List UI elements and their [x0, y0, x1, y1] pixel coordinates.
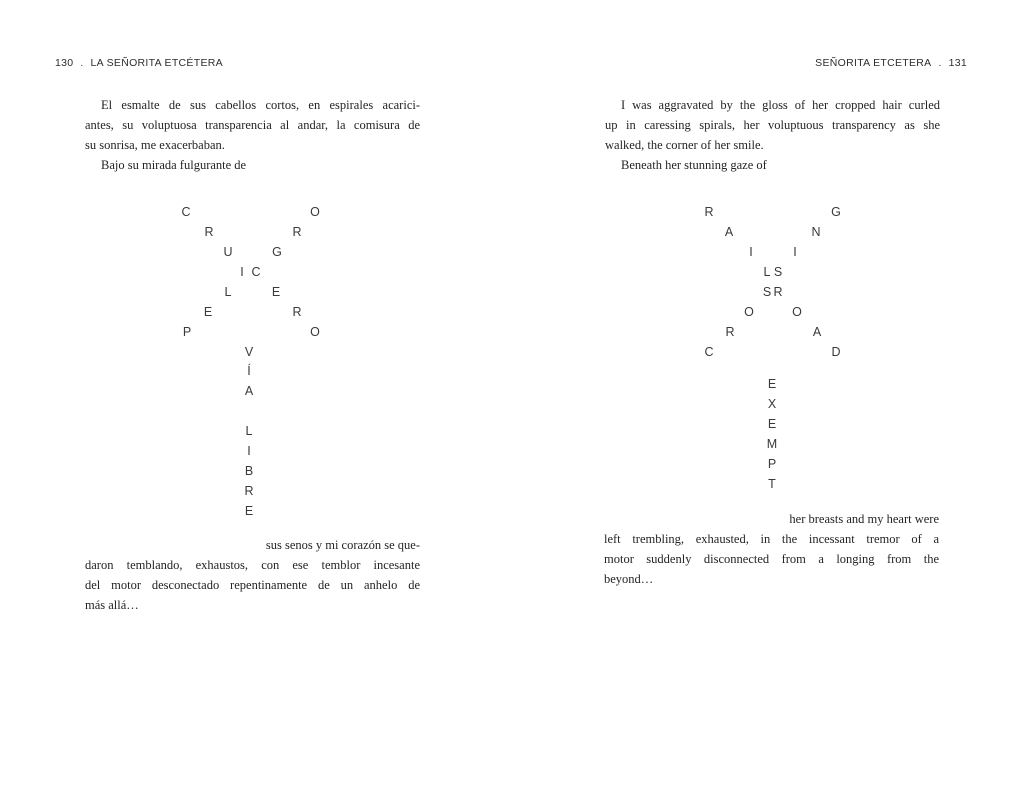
calligram-letter: R [244, 483, 254, 498]
calligram-letter: I [793, 244, 797, 259]
calligram-letter: R [292, 224, 302, 239]
calligram-letter: A [244, 383, 254, 398]
calligram-letter: C [704, 344, 714, 359]
text-line: Bajo su mirada fulgurante de [101, 158, 247, 172]
calligram-letter: U [223, 244, 233, 259]
calligram-letter: R [704, 204, 714, 219]
calligram-letter: O [792, 304, 802, 319]
calligram-letter: E [203, 304, 213, 319]
calligram-letter: G [831, 204, 841, 219]
right-header-separator: . [938, 58, 942, 69]
right-page-header [815, 56, 967, 71]
text-line: El esmalte de sus cabellos cortos, en espirales acarici- [101, 98, 420, 112]
calligram-letter: S [762, 284, 772, 299]
calligram-letter: C [181, 204, 191, 219]
calligram-letter: A [812, 324, 822, 339]
text-line: motor suddenly disconnected from a longing from the [604, 552, 939, 566]
text-line: I was aggravated by the gloss of her cropped hair curled [621, 98, 940, 112]
calligram-letter: D [831, 344, 841, 359]
text-line: up in caressing spirals, her voluptuous transparency as she [605, 118, 940, 132]
text-line: her breasts and my heart were [789, 512, 939, 526]
calligram-letter: V [244, 344, 254, 359]
calligram-letter: C [251, 264, 261, 279]
text-line: left trembling, exhausted, in the incessant tremor of a [604, 532, 939, 546]
calligram-letter: O [310, 204, 320, 219]
text-line: walked, the corner of her smile. [605, 138, 764, 152]
calligram-letter: G [272, 244, 282, 259]
calligram-letter: E [767, 416, 777, 431]
calligram-letter: O [744, 304, 754, 319]
calligram-letter: O [310, 324, 320, 339]
calligram-letter: I [247, 443, 251, 458]
left-header-separator: . [80, 58, 84, 69]
calligram-letter: R [773, 284, 783, 299]
left-paragraph-1 [85, 95, 420, 175]
text-line: daron temblando, exhaustos, con ese temblor incesante [85, 558, 420, 572]
calligram-letter: B [244, 463, 254, 478]
calligram-letter: X [767, 396, 777, 411]
calligram-letter: P [182, 324, 192, 339]
calligram-letter: L [245, 423, 253, 438]
right-paragraph-1 [605, 95, 940, 175]
calligram-letter: S [773, 264, 783, 279]
left-paragraph-2 [85, 535, 420, 615]
left-page-header [55, 56, 223, 71]
left-page-number: 130 [55, 57, 74, 69]
calligram-letter: R [725, 324, 735, 339]
left-running-title: LA SEÑORITA ETCÉTERA [90, 57, 223, 69]
text-line: Beneath her stunning gaze of [621, 158, 767, 172]
calligram-letter: P [767, 456, 777, 471]
text-line: sus senos y mi corazón se que- [265, 538, 420, 552]
calligram-letter: T [768, 476, 776, 491]
text-line: del motor desconectado repentinamente de un anhelo de [85, 578, 420, 592]
calligram-letter: E [271, 284, 281, 299]
calligram-letter: N [811, 224, 821, 239]
calligram-letter: R [204, 224, 214, 239]
right-paragraph-2 [604, 509, 939, 589]
calligram-letter: I [749, 244, 753, 259]
text-line: su sonrisa, me exacerbaban. [85, 138, 225, 152]
calligram-letter: M [766, 436, 778, 451]
calligram-letter: I [240, 264, 244, 279]
right-running-title: SEÑORITA ETCETERA [815, 57, 932, 69]
text-line: beyond… [604, 572, 654, 586]
text-line: antes, su voluptuosa transparencia al andar, la comisura de [85, 118, 420, 132]
calligram-letter: E [244, 503, 254, 518]
calligram-letter: L [763, 264, 771, 279]
calligram-letter: E [767, 376, 777, 391]
calligram-letter: A [724, 224, 734, 239]
text-line: más allá… [85, 598, 139, 612]
calligram-letter: R [292, 304, 302, 319]
right-page-number: 131 [948, 57, 967, 69]
calligram-letter: Í [247, 363, 251, 378]
calligram-letter: L [224, 284, 232, 299]
